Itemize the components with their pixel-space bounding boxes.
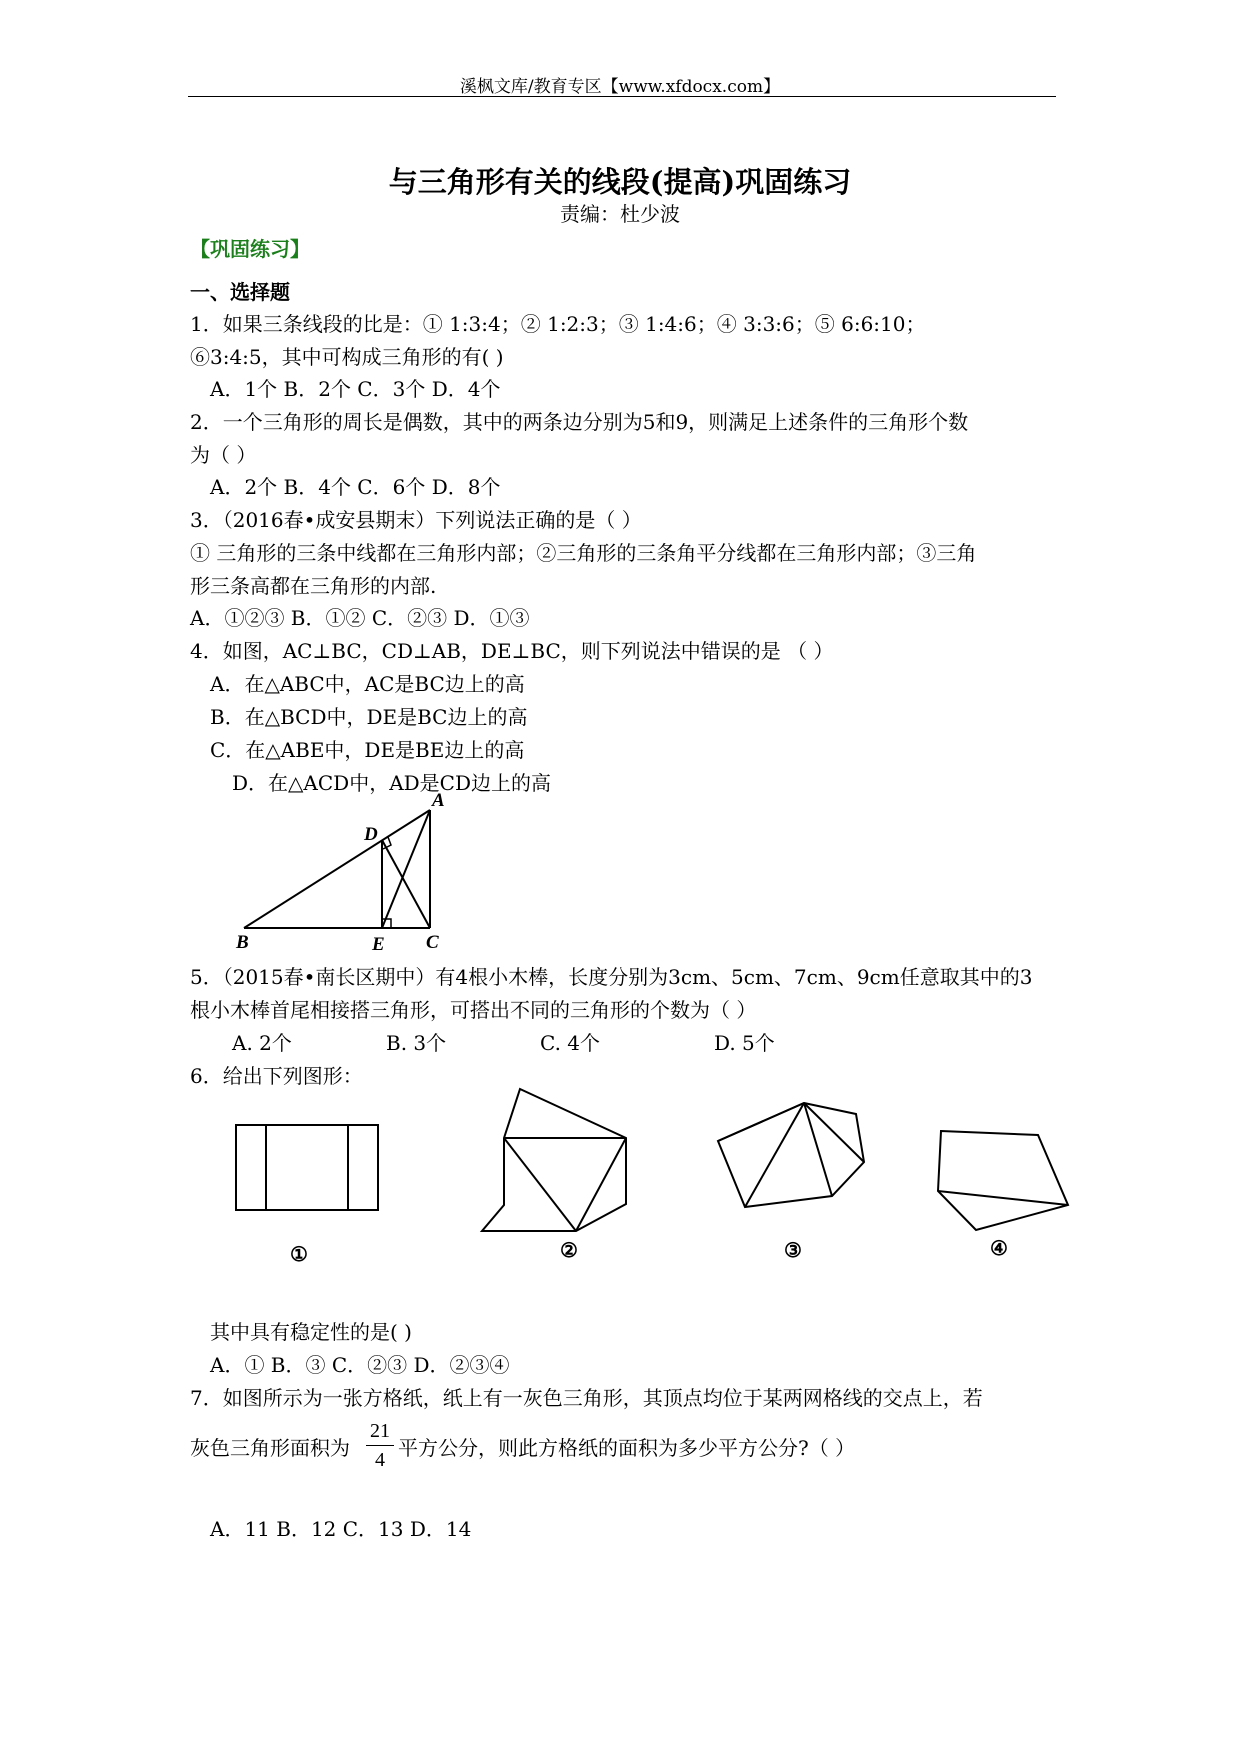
- q6-options: A．① B．③ C．②③ D．②③④: [210, 1353, 510, 1377]
- q5-option-b: B. 3个: [386, 1031, 447, 1055]
- q3-line3: 形三条高都在三角形的内部.: [190, 574, 437, 598]
- shape-3-label: ③: [784, 1240, 802, 1262]
- document-title: 与三角形有关的线段(提高)巩固练习: [388, 165, 852, 199]
- q7-line2-before: 灰色三角形面积为: [190, 1436, 350, 1460]
- q4-option-a: A．在△ABC中，AC是BC边上的高: [210, 672, 525, 696]
- q4-option-c: C．在△ABE中，DE是BE边上的高: [210, 738, 525, 762]
- q7-line2-after: 平方公分，则此方格纸的面积为多少平方公分?（ ）: [398, 1436, 856, 1460]
- q5-option-d: D. 5个: [714, 1031, 775, 1055]
- page-header: 溪枫文库/教育专区【www.xfdocx.com】: [459, 77, 781, 97]
- q2-line1: 2．一个三角形的周长是偶数，其中的两条边分别为5和9，则满足上述条件的三角形个数: [190, 410, 969, 434]
- q5-line1: 5．（2015春•南长区期中）有4根小木棒，长度分别为3cm、5cm、7cm、9cm任意取其中的3: [190, 965, 1033, 989]
- label-e: E: [372, 934, 385, 950]
- q7-line1: 7．如图所示为一张方格纸，纸上有一灰色三角形，其顶点均位于某两网格线的交点上，若: [190, 1386, 983, 1410]
- shape-3-fan: [718, 1103, 864, 1207]
- q5-line2: 根小木棒首尾相接搭三角形，可搭出不同的三角形的个数为（ ）: [190, 998, 757, 1022]
- label-a: A: [432, 790, 445, 811]
- header-rule: [188, 96, 1056, 97]
- fraction-numerator: 21: [370, 1420, 390, 1442]
- q6-shapes-figure: [220, 1085, 1090, 1285]
- segment-cd: [382, 840, 430, 928]
- fraction-denominator: 4: [375, 1449, 385, 1471]
- document-editor: 责编：杜少波: [560, 202, 680, 226]
- q4-triangle-figure: [230, 790, 450, 950]
- q7-options: A．11 B．12 C．13 D．14: [210, 1517, 472, 1541]
- shape-2-hexagon: [482, 1089, 626, 1231]
- label-d: D: [364, 824, 378, 845]
- q2-options: A．2个 B．4个 C．6个 D．8个: [210, 475, 501, 499]
- part-heading: 一、选择题: [190, 280, 290, 304]
- q4-option-b: B．在△BCD中，DE是BC边上的高: [210, 705, 528, 729]
- q6-question: 其中具有稳定性的是( ): [210, 1320, 412, 1344]
- shape-1-label: ①: [290, 1244, 308, 1266]
- shape-2-label: ②: [560, 1240, 578, 1262]
- section-heading: 【巩固练习】: [190, 237, 310, 261]
- label-b: B: [236, 932, 249, 950]
- area-fraction: [366, 1418, 394, 1473]
- q3-line2: ① 三角形的三条中线都在三角形内部；②三角形的三条角平分线都在三角形内部；③三角: [190, 541, 977, 565]
- segment-ea: [382, 810, 430, 928]
- shape-1-rectangle: [236, 1125, 378, 1210]
- shape-4-label: ④: [990, 1238, 1008, 1260]
- q4-line1: 4．如图，AC⊥BC，CD⊥AB，DE⊥BC，则下列说法中错误的是 （ ）: [190, 639, 834, 663]
- q1-line1: 1．如果三条线段的比是：① 1:3:4；② 1:2:3；③ 1:4:6；④ 3:3:6；⑤ 6:6:10；: [190, 312, 926, 336]
- q6-line1: 6．给出下列图形：: [190, 1064, 363, 1088]
- fraction-bar: [366, 1445, 394, 1446]
- label-c: C: [426, 932, 439, 950]
- q2-line2: 为（ ）: [190, 443, 257, 467]
- q3-line1: 3．（2016春•成安县期末）下列说法正确的是（ ）: [190, 508, 642, 532]
- q4-option-d: D．在△ACD中，AD是CD边上的高: [232, 771, 552, 795]
- shape-4-pentagon: [938, 1131, 1068, 1230]
- q1-options: A．1个 B．2个 C．3个 D．4个: [210, 377, 501, 401]
- q5-option-a: A. 2个: [232, 1031, 292, 1055]
- q3-options: A．①②③ B．①② C．②③ D．①③: [190, 606, 530, 630]
- q5-option-c: C. 4个: [540, 1031, 601, 1055]
- segment-ba: [244, 810, 430, 928]
- q1-line2: ⑥3:4:5，其中可构成三角形的有( ): [190, 345, 504, 369]
